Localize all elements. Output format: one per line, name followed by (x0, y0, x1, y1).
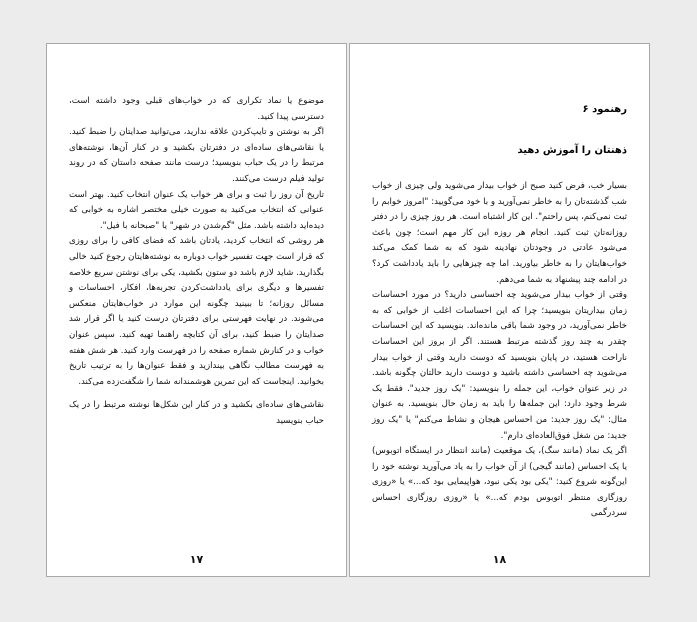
left-page-text (69, 94, 324, 429)
page-number: ۱۸ (492, 553, 507, 566)
paragraph: تاریخ آن روز را ثبت و برای هر خواب یک عنوان انتخاب کنید. بهتر است عنوانی که انتخاب می‌کنید به صورت خیلی مختصر اشاره به خوابی که دیده‌اید داشته باشد. مثل "گم‌شدن در شهر" یا "صبحانه با فیل". (69, 189, 324, 231)
left-page (46, 43, 347, 577)
paragraph: هر روشی که انتخاب کردید، یادتان باشد که فضای کافی را برای روزی که قرار است جهت تفسیر خواب دوباره به نوشته‌هایتان رجوع کنید خالی بگذارید. شاید لازم باشد دو ستون بکشید، یکی برای نوشتن سریع خلاصه تفسیرها و دیگری برای یادداشت‌کردن تجربه‌ها، افکار، احساسات و مسائل روزانه؛ تا ببینید چگونه این موارد در خواب‌هایتان منعکس می‌شوند. در نهایت فهرستی برای دفترتان درست کنید یا اگر قرار شد صدایتان را ضبط کنید، برای آن کتابچه راهنما تهیه کنید. سپس عنوان خواب و در کنارش شماره صفحه را در فهرست وارد کنید. هر شش هفته به فهرست مطالب نگاهی بیندازید و فقط عنوان‌ها را به ترتیب تاریخ بخوانید. اینجاست که این تمرین هوشمندانه شما را شگفت‌زده می‌کند. (69, 236, 324, 387)
paragraph: اگر به نوشتن و تایپ‌کردن علاقه ندارید، می‌توانید صدایتان را ضبط کنید. یا نقاشی‌های ساده‌ای در دفترتان بکشید و در کنار آن‌ها، نوشته‌های مرتبط را در یک حباب بنویسید؛ درست مانند صفحه داستان که در روند تولید فیلم درست می‌کنند. (69, 127, 324, 184)
right-page (349, 43, 650, 577)
paragraph: موضوع یا نماد تکراری که در خواب‌های قبلی وجود داشته است، دسترسی پیدا کنید. (69, 96, 324, 122)
paragraph: نقاشی‌های ساده‌ای بکشید و در کنار این شکل‌ها نوشته مرتبط را در یک حباب بنویسید (69, 400, 324, 426)
paragraph: وقتی از خواب بیدار می‌شوید چه احساسی دارید؟ در مورد احساسات زمان بیدار‌یتان بنویسید؛ چرا که این احساسات اغلب از خوابی که به خاطر نمی‌آورید، در وجود شما باقی مانده‌اند. بنویسید که این احساسات چقدر به چند روز گذشته مرتبط هستند. اگر از بروز این احساسات ناراحت هستید، در پایان بنویسید که دوست دارید وقتی از خواب بیدار می‌شوید چه احساسی داشته باشید و دوست دارید حالتان چگونه باشد. در زیر عنوان خواب، این جمله را بنویسید: "یک روز جدید". فقط یک شرط وجود دارد: این جمله‌ها را باید به زمان حال بنویسید. به عنوان مثال: "یک روز جدید: من احساس هیجان و نشاط می‌کنم" یا "یک روز جدید: من شغل فوق‌العاده‌ای دارم". (372, 290, 627, 441)
right-page-text (372, 179, 627, 522)
page-number: ۱۷ (189, 553, 204, 566)
paragraph: اگر یک نماد (مانند سگ)، یک موقعیت (مانند انتظار در ایستگاه اتوبوس) یا یک احساس (مانند گیجی) از آن خواب را به یاد می‌آورید نوشته خود را این‌گونه شروع کنید: "یکی بود یکی نبود، هواپیمایی بود که...» یا «روزی روزگاری منتظر اتوبوس بودم که...» یا «روزی روزگاری احساس سردرگمی (372, 446, 627, 519)
chapter-subheading: ذهنتان را آموزش دهید (517, 145, 627, 156)
paragraph: بسیار خب، فرض کنید صبح از خواب بیدار می‌شوید ولی چیزی از خواب شب گذشته‌تان را به خاطر نمی‌آورید و با خود می‌گویید: "امروز خوابم را ثبت نمی‌کنم، پس راحتم". این کار اشتباه است. هر روز چیزی را در دفتر روزانه‌تان ثبت کنید. انجام هر روزه این کار مهم است؛ چون باعث می‌شود عادتی در وجودتان نهادینه شود که به شما کمک می‌کند خواب‌هایتان را به خاطر بیاورید. اما چه چیزهایی را باید یادداشت کرد؟ در ادامه چند پیشنهاد به شما می‌دهم. (372, 181, 627, 285)
chapter-heading: رهنمود ۶ (582, 104, 627, 115)
